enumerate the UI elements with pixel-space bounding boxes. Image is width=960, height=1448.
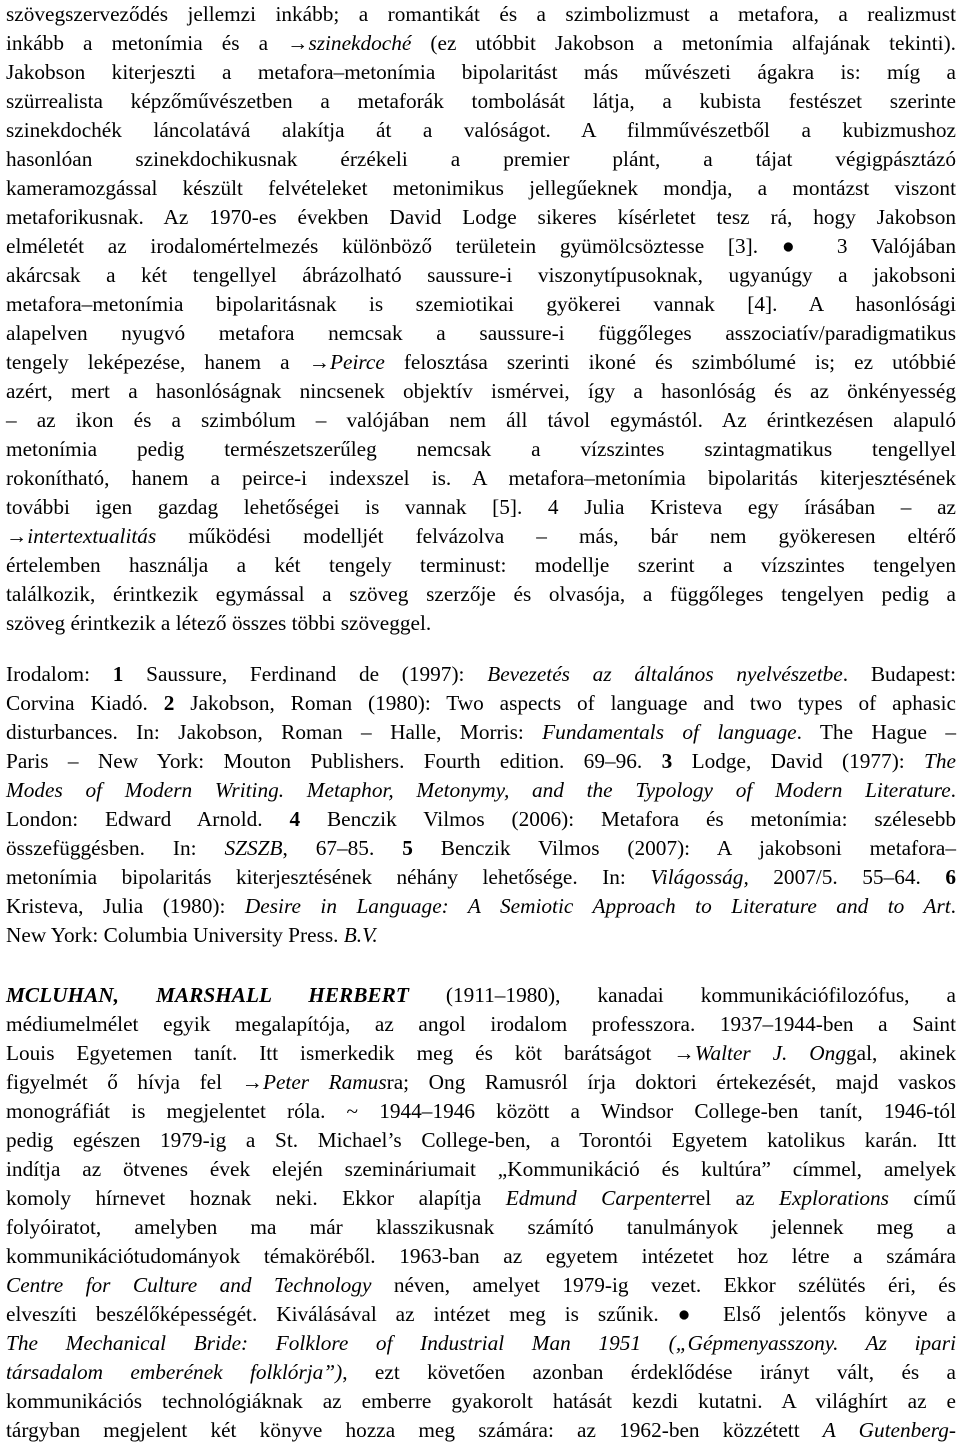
- text-line: [6, 863, 956, 892]
- text-line: [6, 261, 956, 290]
- text-line: [6, 660, 956, 689]
- text-line: [6, 747, 956, 776]
- text-segment: összefüggésben. In:: [6, 836, 225, 860]
- text-segment: alapelven nyugvó metafora nemcsak a saussure-i függőleges asszociatív/paradigmatikus: [6, 321, 956, 345]
- text-line: [6, 1010, 956, 1039]
- text-segment: Jakobson, Roman (1980): Two aspects of language and two types of aphasic: [174, 691, 956, 715]
- text-segment: London: Edward Arnold.: [6, 807, 290, 831]
- italic-text: Modes of Modern Writing. Metaphor, Metonymy, and the Typology of Modern Literature: [6, 778, 951, 802]
- italic-text: Explorations: [778, 1186, 889, 1210]
- text-segment: Saussure, Ferdinand de (1997):: [123, 662, 488, 686]
- bold-number: 6: [945, 865, 956, 889]
- text-segment: – az ikon és a szimbólum – valójában nem áll távol egymástól. Az érintkezésen alapuló: [6, 408, 956, 432]
- italic-text: The Mechanical Bride: Folklore of Industrial Man 1951 („Gépmenyasszony. Az ipari: [6, 1331, 956, 1355]
- italic-text: Peter Ramus: [262, 1070, 387, 1094]
- text-line: [6, 776, 956, 805]
- text-line: [6, 1387, 956, 1416]
- text-line: [6, 0, 956, 29]
- text-segment: .: [950, 778, 956, 802]
- text-line: [6, 1416, 956, 1445]
- text-segment: szürrealista képzőművészetben a metaforák tombolását látja, a kubista festészet szerinte: [6, 89, 956, 113]
- italic-text: The: [924, 749, 956, 773]
- text-line: [6, 348, 956, 377]
- text-line: [6, 406, 956, 435]
- italic-text: Világosság,: [650, 865, 749, 889]
- text-segment: Kristeva, Julia (1980):: [6, 894, 245, 918]
- text-line: [6, 1242, 956, 1271]
- text-segment: további igen gazdag lehetőségei is vannak [5]. 4 Julia Kristeva egy írásában – az: [6, 495, 956, 519]
- text-segment: médiumelmélet egyik megalapítója, az angol irodalom professzora. 1937–1944-ben a Saint: [6, 1012, 956, 1036]
- text-line: [6, 580, 956, 609]
- italic-text: szinekdoché: [308, 31, 412, 55]
- text-segment: 2007/5. 55–64.: [748, 865, 946, 889]
- text-segment: szöveg érintkezik a létező összes többi szöveggel.: [6, 611, 432, 635]
- text-segment: (ez utóbbit Jakobson a metonímia alfajának tekinti).: [411, 31, 956, 55]
- text-segment: komoly hírnevet hoznak neki. Ekkor alapítja: [6, 1186, 506, 1210]
- text-segment: figyelmét ő hívja fel →: [6, 1070, 263, 1094]
- bold-number: 5: [402, 836, 413, 860]
- text-segment: indítja az ötvenes évek elején szemináriumait „Kommunikáció és kultúra” címmel, amelyek: [6, 1157, 956, 1181]
- text-line: [6, 921, 956, 950]
- text-segment: Irodalom:: [6, 662, 113, 686]
- text-segment: szinekdochék láncolatává alakítja át a valóságot. A filmművészetből a kubizmushoz: [6, 118, 956, 142]
- text-segment: Lodge, David (1977):: [672, 749, 925, 773]
- text-line: [6, 232, 956, 261]
- text-segment: működési modelljét felvázolva – más, bár nem gyökeresen eltérő: [156, 524, 956, 548]
- entry-mcluhan-paragraph: [6, 981, 956, 1445]
- text-line: [6, 1097, 956, 1126]
- text-segment: felosztása szerinti ikoné és szimbólumé is; ez utóbbié: [384, 350, 956, 374]
- text-line: [6, 1184, 956, 1213]
- text-line: [6, 1358, 956, 1387]
- text-segment: című: [888, 1186, 956, 1210]
- text-line: [6, 522, 956, 551]
- text-segment: pedig egészen 1979-ig a St. Michael’s College-ben, a Torontói Egyetem katolikus karán. Itt: [6, 1128, 956, 1152]
- text-segment: elméletét az irodalomértelmezés különböző területein gyümölcsöztesse [3]. ● 3 Valójában: [6, 234, 956, 258]
- text-segment: New York: Columbia University Press.: [6, 923, 344, 947]
- text-line: [6, 834, 956, 863]
- text-line: [6, 1126, 956, 1155]
- text-line: [6, 609, 956, 638]
- text-line: [6, 689, 956, 718]
- text-line: [6, 116, 956, 145]
- text-line: [6, 1068, 956, 1097]
- text-line: [6, 203, 956, 232]
- text-segment: hasonlóan szinekdochikusnak érzékeli a premier plánt, a tájat végigpásztázó: [6, 147, 956, 171]
- text-line: [6, 377, 956, 406]
- text-segment: elveszíti beszélőképességét. Kiválásával az intézet meg is szűnik. ● Első jelentős könyve a: [6, 1302, 956, 1326]
- text-line: [6, 805, 956, 834]
- text-segment: (1911–1980), kanadai kommunikációfilozófus, a: [408, 983, 956, 1007]
- bold-number: 1: [112, 662, 124, 686]
- text-line: [6, 435, 956, 464]
- italic-text: társadalom emberének folklórja”): [6, 1360, 343, 1384]
- text-line: [6, 290, 956, 319]
- text-segment: , 67–85.: [282, 836, 403, 860]
- italic-text: Walter J. Ong: [694, 1041, 846, 1065]
- italic-text: intertextualitás: [27, 524, 157, 548]
- text-line: [6, 1039, 956, 1068]
- bibliography-paragraph: [6, 660, 956, 950]
- text-segment: .: [950, 894, 956, 918]
- text-segment: gal, akinek: [845, 1041, 957, 1065]
- text-line: [6, 145, 956, 174]
- text-line: [6, 174, 956, 203]
- italic-text: MCLUHAN, MARSHALL HERBERT: [6, 983, 409, 1007]
- text-segment: metonímia pedig természetszerűleg nemcsak a vízszintes szintagmatikus tengellyel: [6, 437, 956, 461]
- text-segment: találkozik, érintkezik egymással a szöveg szerzője és olvasója, a függőleges tengelyen pedig a: [6, 582, 956, 606]
- italic-text: Fundamentals of language: [542, 720, 797, 744]
- text-segment: kommunikációtudományok témaköréből. 1963-ban az egyetem intézetet hoz létre a számára: [6, 1244, 956, 1268]
- text-line: [6, 1213, 956, 1242]
- text-line: [6, 1300, 956, 1329]
- text-line: [6, 892, 956, 921]
- text-segment: Benczik Vilmos (2007): A jakobsoni metafora–: [412, 836, 956, 860]
- text-line: [6, 87, 956, 116]
- italic-text: A Gutenberg-: [822, 1418, 956, 1442]
- text-line: [6, 1329, 956, 1358]
- text-line: [6, 464, 956, 493]
- text-segment: folyóiratot, amelyben ma már klasszikusnak számító tanulmányok jelennek meg a: [6, 1215, 956, 1239]
- paragraph-metonymy: [6, 0, 956, 638]
- text-segment: inkább a metonímia és a →: [6, 31, 309, 55]
- text-segment: →: [6, 524, 28, 548]
- text-segment: tengely leképezése, hanem a →: [6, 350, 330, 374]
- text-line: [6, 551, 956, 580]
- text-segment: néven, amelyet 1979-ig vezet. Ekkor szélütés éri, és: [371, 1273, 956, 1297]
- text-segment: disturbances. In: Jakobson, Roman – Halle, Morris:: [6, 720, 543, 744]
- text-segment: Jakobson kiterjeszti a metafora–metonímia bipolaritást más művészeti ágakra is: míg a: [6, 60, 956, 84]
- text-segment: metaforikusnak. Az 1970-es években David Lodge sikeres kísérletet tesz rá, hogy Jakobson: [6, 205, 956, 229]
- text-line: [6, 58, 956, 87]
- text-line: [6, 1271, 956, 1300]
- text-segment: rel az: [688, 1186, 779, 1210]
- text-segment: tárgyban megjelent két könyve hozza meg számára: az 1962-ben közzétett: [6, 1418, 823, 1442]
- italic-text: Bevezetés az általános nyelvészetbe: [487, 662, 843, 686]
- italic-text: B.V.: [343, 923, 378, 947]
- italic-text: Peirce: [330, 350, 385, 374]
- text-line: [6, 493, 956, 522]
- bold-number: 2: [163, 691, 175, 715]
- text-segment: Louis Egyetemen tanít. Itt ismerkedik meg és köt barátságot →: [6, 1041, 695, 1065]
- text-segment: Paris – New York: Mouton Publishers. Fourth edition. 69–96.: [6, 749, 662, 773]
- text-segment: Corvina Kiadó.: [6, 691, 164, 715]
- text-segment: ra; Ong Ramusról írja doktori értekezését, majd vaskos: [386, 1070, 957, 1094]
- text-line: [6, 1155, 956, 1184]
- bold-number: 3: [661, 749, 673, 773]
- text-segment: . The Hague –: [796, 720, 956, 744]
- text-line: [6, 29, 956, 58]
- text-segment: azért, mert a hasonlóságnak nincsenek objektív ismérvei, így a hasonlóság és az önkényesség: [6, 379, 956, 403]
- italic-text: Edmund Carpenter: [505, 1186, 689, 1210]
- text-segment: , ezt követően azonban érdeklődése irányt vált, és a: [342, 1360, 956, 1384]
- italic-text: Desire in Language: A Semiotic Approach to Literature and to Art: [244, 894, 951, 918]
- text-line: [6, 319, 956, 348]
- text-segment: rokonítható, hanem a peirce-i indexszel is. A metafora–metonímia bipolaritás kiterjesztésének: [6, 466, 956, 490]
- text-segment: akárcsak a két tengellyel ábrázolható saussure-i viszonytípusoknak, ugyanúgy a jakobsoni: [6, 263, 956, 287]
- bold-number: 4: [289, 807, 301, 831]
- text-segment: metonímia bipolaritás kiterjesztésének néhány lehetősége. In:: [6, 865, 651, 889]
- text-segment: Benczik Vilmos (2006): Metafora és metonímia: szélesebb: [300, 807, 956, 831]
- text-segment: kommunikációs technológiáknak az emberre gyakorolt hatását kezdi kutatni. A világhírt az e: [6, 1389, 956, 1413]
- text-line: [6, 981, 956, 1010]
- text-line: [6, 718, 956, 747]
- text-segment: kameramozgással készült felvételeket metonimikus jellegűeknek mondja, a montázst viszont: [6, 176, 956, 200]
- text-segment: szövegszerveződés jellemzi inkább; a romantikát és a szimbolizmust a metafora, a realizmust: [6, 2, 956, 26]
- text-segment: monográfiát is megjelentet róla. ~ 1944–1946 között a Windsor College-ben tanít, 1946-tól: [6, 1099, 956, 1123]
- italic-text: SZSZB: [224, 836, 283, 860]
- text-segment: értelemben használja a két tengely terminust: modellje szerint a vízszintes tengelyen: [6, 553, 956, 577]
- text-segment: metafora–metonímia bipolaritásnak is szemiotikai gyökerei vannak [4]. A hasonlósági: [6, 292, 956, 316]
- text-segment: . Budapest:: [842, 662, 956, 686]
- italic-text: Centre for Culture and Technology: [6, 1273, 372, 1297]
